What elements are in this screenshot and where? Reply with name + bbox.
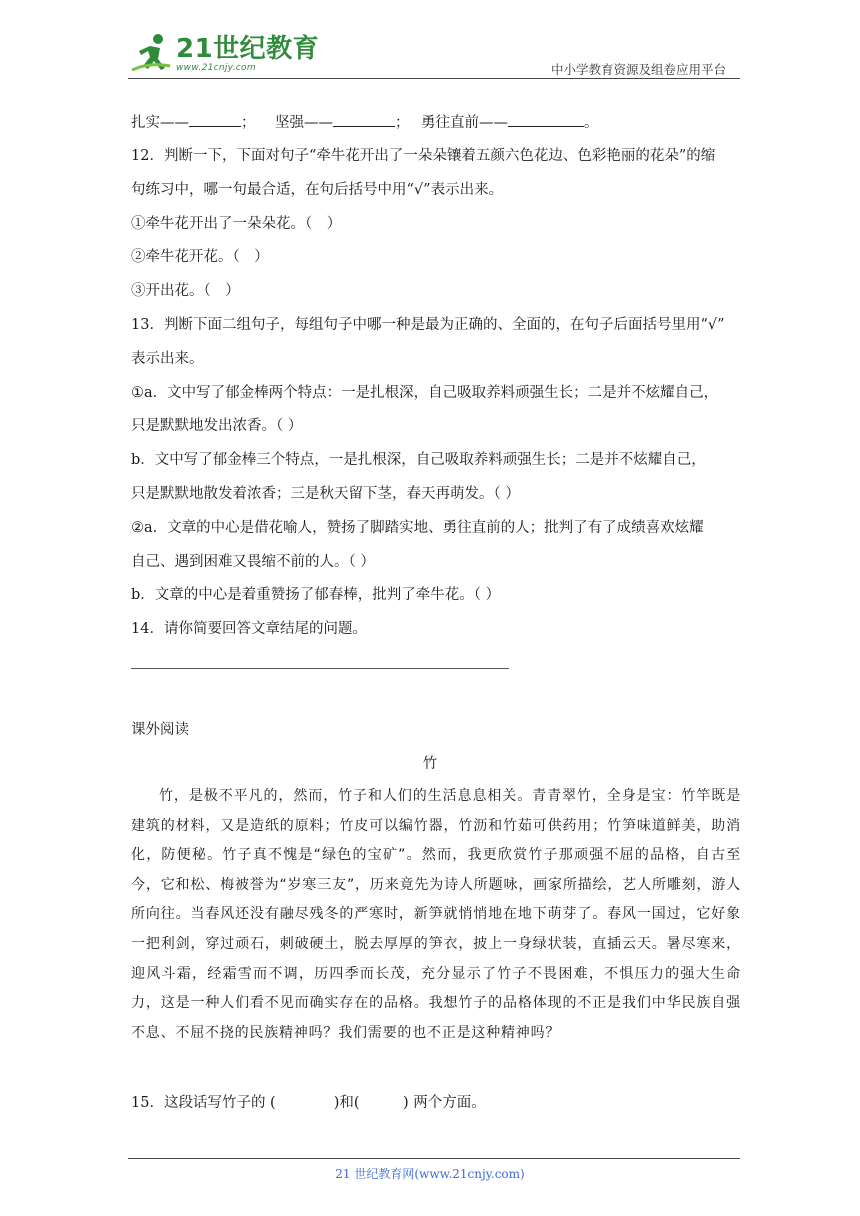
reading-paragraph: 竹，是极不平凡的，然而，竹子和人们的生活息息相关。青青翠竹，全身是宝：竹竿既是建筑的材料，又是造纸的原料；竹皮可以编竹器，竹沥和竹茹可供药用；竹笋味道鲜美，助消化，防便秘。竹子真不愧是“绿色的宝矿”。然而，我更欣赏竹子那顽强不屈的品格，自古至今，它和松、梅被誉为“岁寒三友”，历来竟先为诗人所题咏，画家所描绘，艺人所雕刻，游人所向往。当春风还没有融尽残冬的严寒时，新笋就悄悄地在地下萌芽了。春风一国过，它好象一把利剑，穿过顽石，刺破硬土，脱去厚厚的笋衣，披上一身绿状装，直插云天。暑尽寒来，迎风斗霜，经霜雪而不调，历四季而长茂，充分显示了竹子不畏困难，不惧压力的强大生命力，这是一种人们看不见而确实存在的品格。我想竹子的品格体现的不正是我们中华民族自强不息、不屈不挠的民族精神吗？我们需要的也不正是这种精神吗？ [131, 788, 741, 1041]
q13-group2-a-line-2[interactable]: 自己、遇到困难又畏缩不前的人。（ ） [131, 554, 375, 570]
footer-divider [128, 1158, 740, 1159]
q11-end: 。 [584, 115, 599, 131]
q11-sep-2: ； [395, 115, 410, 131]
runner-logo-icon [128, 32, 174, 76]
q14-stem: 14．请你简要回答文章结尾的问题。 [131, 621, 367, 637]
q11-word-2: 坚强—— [275, 115, 333, 131]
q11-blank-1[interactable] [189, 112, 241, 127]
reading-section-heading: 课外阅读 [131, 722, 189, 738]
q12-option-2[interactable]: ②牵牛花开花。（ ） [131, 249, 269, 265]
q13-group1-a-line-1[interactable]: ①a．文中写了郁金棒两个特点：一是扎根深，自己吸取养料顽强生长；二是并不炫耀自己， [131, 385, 719, 401]
q14-answer-line[interactable] [131, 668, 509, 669]
q12-stem-line-2: 句练习中，哪一句最合适，在句后括号中用“√”表示出来。 [131, 182, 504, 198]
q11-word-3: 勇往直前—— [421, 115, 508, 131]
q13-group2-b[interactable]: b．文章的中心是着重赞扬了郁春棒，批判了牵牛花。（ ） [131, 587, 501, 603]
q11-word-1: 扎实—— [131, 115, 189, 131]
q11-answer-line [131, 112, 599, 133]
q15-stem[interactable]: 15．这段话写竹子的 ( )和( ) 两个方面。 [131, 1095, 486, 1111]
q11-blank-2[interactable] [333, 112, 395, 127]
q13-stem-line-1: 13．判断下面二组句子，每组句子中哪一种是最为正确的、全面的，在句子后面括号里用“√” [131, 317, 725, 333]
footer-link[interactable]: 21 世纪教育网(www.21cnjy.com) [335, 1167, 525, 1181]
logo-wordmark: 21世纪教育 [176, 33, 320, 64]
q13-stem-line-2: 表示出来。 [131, 351, 204, 367]
q12-option-3[interactable]: ③开出花。（ ） [131, 283, 240, 299]
logo-url: www.21cnjy.com [176, 62, 256, 73]
platform-tagline: 中小学教育资源及组卷应用平台 [550, 62, 726, 77]
reading-passage [131, 782, 741, 1048]
reading-title: 竹 [422, 756, 438, 772]
q13-group1-a-line-2[interactable]: 只是默默地发出浓香。（ ） [131, 418, 303, 434]
q12-option-1[interactable]: ①牵牛花开出了一朵朵花。（ ） [131, 216, 342, 232]
q11-blank-3[interactable] [508, 112, 584, 127]
q13-group2-a-line-1[interactable]: ②a．文章的中心是借花喻人，赞扬了脚踏实地、勇往直前的人；批判了有了成绩喜欢炫耀 [131, 520, 704, 536]
q13-group1-b-line-1[interactable]: b．文中写了郁金棒三个特点，一是扎根深，自己吸取养料顽强生长；二是并不炫耀自己， [131, 452, 706, 468]
site-logo[interactable] [128, 32, 319, 76]
header-divider [128, 78, 740, 79]
q13-group1-b-line-2[interactable]: 只是默默地散发着浓香；三是秋天留下茎，春天再萌发。（ ） [131, 486, 520, 502]
q12-stem-line-1: 12．判断一下，下面对句子“牵牛花开出了一朵朵镶着五颜六色花边、色彩艳丽的花朵”的缩 [131, 148, 716, 164]
page-header [128, 30, 740, 80]
q11-sep-1: ； [241, 115, 256, 131]
